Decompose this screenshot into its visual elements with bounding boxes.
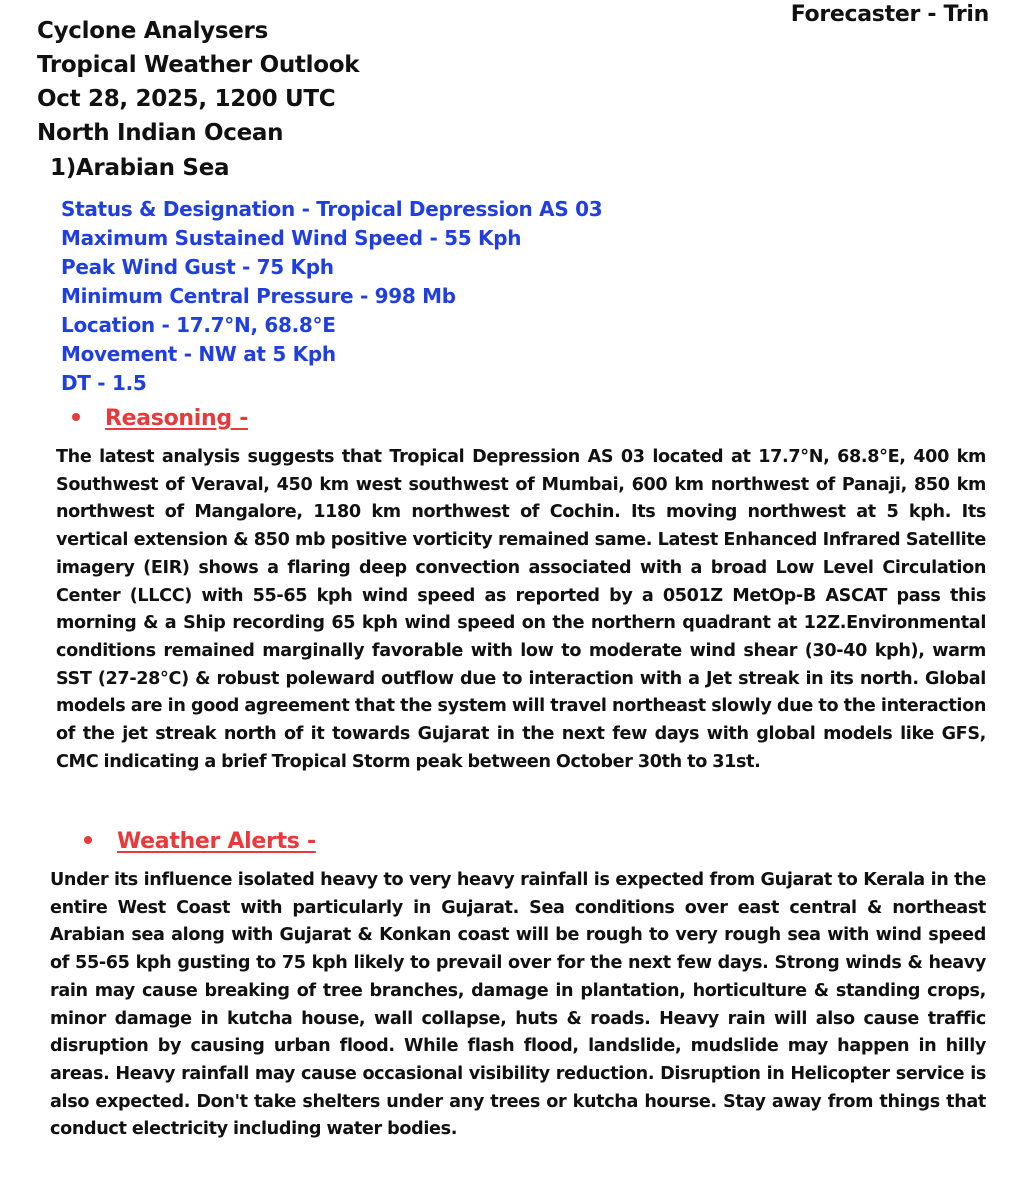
reasoning-paragraph: The latest analysis suggests that Tropical Depression AS 03 located at 17.7°N, 68.8°E, 400 km Southwest of Veraval, 450 km west southwest of Mumbai, 600 km northwest of Panaji, 850 km northwest of Mangalore, 1180 km northwest of Cochin. Its moving northwest at 5 kph. Its vertical extension & 850 mb positive vorticity remained same. Latest Enhanced Infrared Satellite imagery (EIR) shows a flaring deep convection associated with a broad Low Level Circulation Center (LLCC) with 55-65 kph wind speed as reported by a 0501Z MetOp-B ASCAT pass this morning & a Ship recording 65 kph wind speed on the northern quadrant at 12Z.Environmental conditions remained marginally favorable with low to moderate wind shear (30-40 kph), warm SST (27-28°C) & robust poleward outflow due to interaction with a Jet streak in its north. Global models are in good agreement that the system will travel northeast slowly due to the interaction of the jet streak north of it towards Gujarat in the next few days with global models like GFS, CMC indicating a brief Tropical Storm peak between October 30th to 31st. — [56, 447, 986, 772]
bullet-icon — [84, 836, 92, 844]
stat-max-wind: Maximum Sustained Wind Speed - 55 Kph — [61, 226, 522, 250]
alerts-heading — [84, 829, 316, 854]
document-header — [37, 14, 637, 150]
alerts-paragraph: Under its influence isolated heavy to very heavy rainfall is expected from Gujarat to Kerala in the entire West Coast with particularly in Gujarat. Sea conditions over east central & northeast Arabian sea along with Gujarat & Konkan coast will be rough to very rough sea with wind speed of 55-65 kph gusting to 75 kph likely to prevail over for the next few days. Strong winds & heavy rain may cause breaking of tree branches, damage in plantation, horticulture & standing crops, minor damage in kutcha house, wall collapse, huts & roads. Heavy rain will also cause traffic disruption by causing urban flood. While flash flood, landslide, mudslide may happen in hilly areas. Heavy rainfall may cause occasional visibility reduction. Disruption in Helicopter service is also expected. Don't take shelters under any trees or kutcha hourse. Stay away from things that conduct electricity including water bodies. — [50, 870, 986, 1140]
stat-status: Status & Designation - Tropical Depression AS 03 — [61, 197, 603, 221]
alerts-heading-label: Weather Alerts - — [117, 829, 316, 854]
document-title: Tropical Weather Outlook — [37, 52, 360, 78]
bullet-icon — [72, 413, 80, 421]
stat-location: Location - 17.7°N, 68.8°E — [61, 313, 336, 337]
stat-dt: DT - 1.5 — [61, 371, 147, 395]
section-title: 1)Arabian Sea — [50, 155, 230, 181]
forecaster-label: Forecaster - Trin — [790, 2, 989, 27]
storm-stats — [61, 195, 602, 398]
org-name: Cyclone Analysers — [37, 18, 268, 44]
stat-pressure: Minimum Central Pressure - 998 Mb — [61, 284, 456, 308]
reasoning-heading-label: Reasoning - — [105, 406, 249, 431]
stat-movement: Movement - NW at 5 Kph — [61, 342, 336, 366]
basin-name: North Indian Ocean — [37, 120, 284, 146]
issue-datetime: Oct 28, 2025, 1200 UTC — [37, 86, 336, 112]
stat-peak-gust: Peak Wind Gust - 75 Kph — [61, 255, 334, 279]
reasoning-heading — [72, 406, 248, 431]
